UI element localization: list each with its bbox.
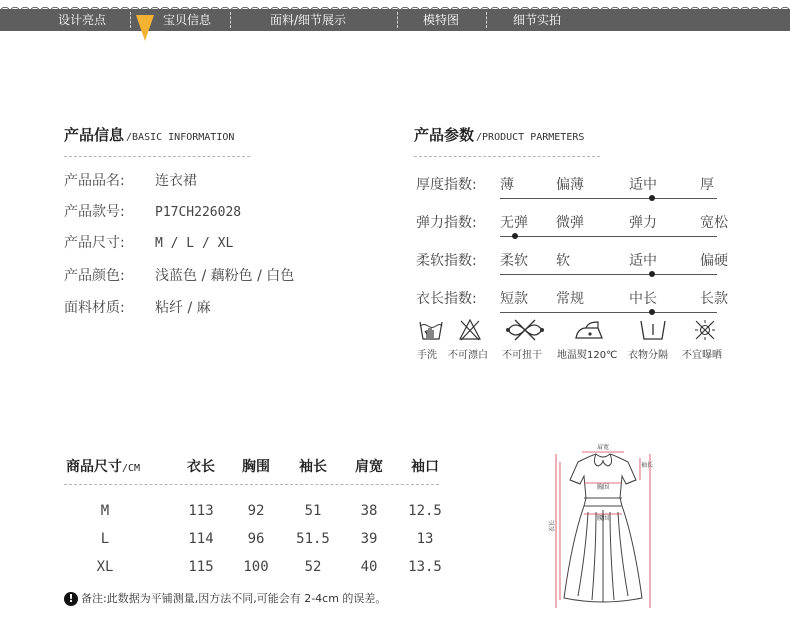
size-column-header: 袖口: [411, 459, 439, 475]
shoulder-label: 肩宽: [597, 444, 610, 451]
size-column-header: 胸围: [242, 459, 270, 475]
nav-item-fabric-details[interactable]: 面料/细节展示: [270, 13, 347, 27]
length-label: 衣长: [549, 519, 556, 532]
param-label: 厚度指数:: [416, 177, 477, 193]
size-cell: 51: [304, 503, 322, 519]
size-cell: 100: [243, 559, 269, 575]
param-option: 宽松: [700, 215, 728, 231]
size-cell: 92: [247, 503, 265, 519]
info-row-style-number: [64, 201, 241, 221]
param-option: 适中: [629, 177, 657, 193]
sleeve-label: 袖长: [641, 462, 654, 469]
info-row-colors: [64, 265, 294, 285]
info-label: 产品颜色:: [64, 268, 125, 284]
param-selected-dot: [512, 233, 518, 239]
size-cell: 38: [360, 503, 378, 519]
care-label-separate-wash: 衣物分隔: [628, 350, 668, 361]
info-value: 浅蓝色 / 藕粉色 / 白色: [155, 268, 295, 284]
info-value: M / L / XL: [155, 236, 234, 251]
param-option: 软: [556, 253, 570, 269]
size-table-divider: [64, 484, 439, 485]
size-cell: 96: [247, 531, 265, 547]
param-label: 弹力指数:: [416, 215, 477, 231]
nav-item-detail-photos[interactable]: 细节实拍: [513, 13, 562, 27]
size-cell: 113: [188, 503, 214, 519]
param-option: 无弹: [500, 215, 528, 231]
info-label: 产品品名:: [64, 173, 125, 189]
basic-info-title: [64, 124, 234, 145]
param-option: 偏硬: [700, 253, 728, 269]
param-option: 常规: [556, 291, 584, 307]
param-selected-dot: [649, 309, 655, 315]
note-text: 备注:此数据为平铺测量,因方法不同,可能会有 2-4cm 的误差。: [81, 592, 387, 605]
info-value: 连衣裙: [155, 173, 197, 189]
param-scale-line: [500, 312, 717, 313]
nav-separator: [230, 12, 231, 28]
parameters-subtitle: /PRODUCT PARMETERS: [476, 132, 585, 143]
measurement-note: [64, 590, 386, 606]
nav-active-pointer-icon: [136, 15, 154, 41]
hand-wash-icon: [418, 318, 444, 342]
nav-top-border: [0, 0, 790, 9]
size-cell: 115: [188, 559, 214, 575]
param-option: 柔软: [500, 253, 528, 269]
care-label-no-wring: 不可扭干: [502, 350, 542, 361]
param-option: 短款: [500, 291, 528, 307]
info-label: 产品款号:: [64, 204, 125, 220]
parameters-title: [414, 124, 584, 145]
size-column-header: 衣长: [187, 459, 215, 475]
info-value: 粘纤 / 麻: [155, 300, 211, 316]
basic-info-divider: [64, 156, 250, 157]
param-label: 柔软指数:: [416, 253, 477, 269]
no-bleach-icon: [458, 318, 482, 342]
nav-separator: [486, 12, 487, 28]
param-scale-line: [500, 274, 717, 275]
size-row-label: L: [100, 531, 110, 547]
param-selected-dot: [649, 271, 655, 277]
nav-item-design-highlights[interactable]: 设计亮点: [58, 13, 107, 27]
size-cell: 52: [304, 559, 322, 575]
dress-measurement-diagram: [549, 440, 654, 610]
size-cell: 114: [188, 531, 214, 547]
waist-label: 腰围: [597, 515, 610, 522]
param-option: 厚: [700, 177, 714, 193]
nav-bar: [0, 9, 790, 31]
parameters-divider: [414, 156, 600, 157]
param-option: 长款: [700, 291, 728, 307]
chest-label: 胸围: [597, 484, 610, 491]
basic-info-subtitle: /BASIC INFORMATION: [126, 132, 235, 143]
parameters-title-text: 产品参数: [414, 126, 475, 144]
param-scale-line: [500, 198, 717, 199]
param-option: 适中: [629, 253, 657, 269]
no-sun-dry-icon: [693, 318, 717, 342]
size-table-header-label: [66, 456, 140, 476]
care-label-iron: 地温熨120℃: [557, 350, 618, 361]
nav-separator: [397, 12, 398, 28]
info-label: 面料材质:: [64, 300, 125, 316]
exclamation-icon: !: [64, 592, 78, 606]
param-selected-dot: [649, 195, 655, 201]
size-header-unit: /CM: [122, 463, 141, 474]
care-label-no-bleach: 不可漂白: [448, 350, 488, 361]
param-option: 中长: [629, 291, 657, 307]
separate-wash-icon: [638, 318, 668, 342]
param-option: 弹力: [629, 215, 657, 231]
dress-outline: [564, 454, 642, 602]
low-iron-icon: [572, 318, 606, 342]
care-label-hand-wash: 手洗: [417, 350, 437, 361]
basic-info-title-text: 产品信息: [64, 126, 125, 144]
size-cell: 51.5: [296, 531, 330, 547]
param-label: 衣长指数:: [416, 291, 477, 307]
param-option: 微弹: [556, 215, 584, 231]
size-column-header: 袖长: [299, 459, 327, 475]
size-column-header: 肩宽: [355, 459, 383, 475]
param-option: 薄: [500, 177, 514, 193]
info-row-name: [64, 170, 197, 190]
param-option: 偏薄: [556, 177, 584, 193]
care-label-no-sun-dry: 不宜曝晒: [682, 350, 722, 361]
info-value: P17CH226028: [155, 205, 242, 220]
size-row-label: XL: [96, 559, 114, 575]
info-row-sizes: [64, 232, 233, 252]
size-cell: 39: [360, 531, 378, 547]
nav-item-product-info[interactable]: 宝贝信息: [163, 13, 212, 27]
info-row-material: [64, 297, 211, 317]
nav-separator: [130, 12, 131, 28]
param-scale-line: [500, 236, 717, 237]
info-label: 产品尺寸:: [64, 235, 125, 251]
size-row-label: M: [100, 503, 110, 519]
size-cell: 13: [416, 531, 434, 547]
size-header-text: 商品尺寸: [66, 459, 122, 475]
nav-item-model-photos[interactable]: 模特图: [423, 13, 460, 27]
no-wring-icon: [505, 318, 545, 342]
size-cell: 40: [360, 559, 378, 575]
size-cell: 12.5: [408, 503, 442, 519]
size-cell: 13.5: [408, 559, 442, 575]
